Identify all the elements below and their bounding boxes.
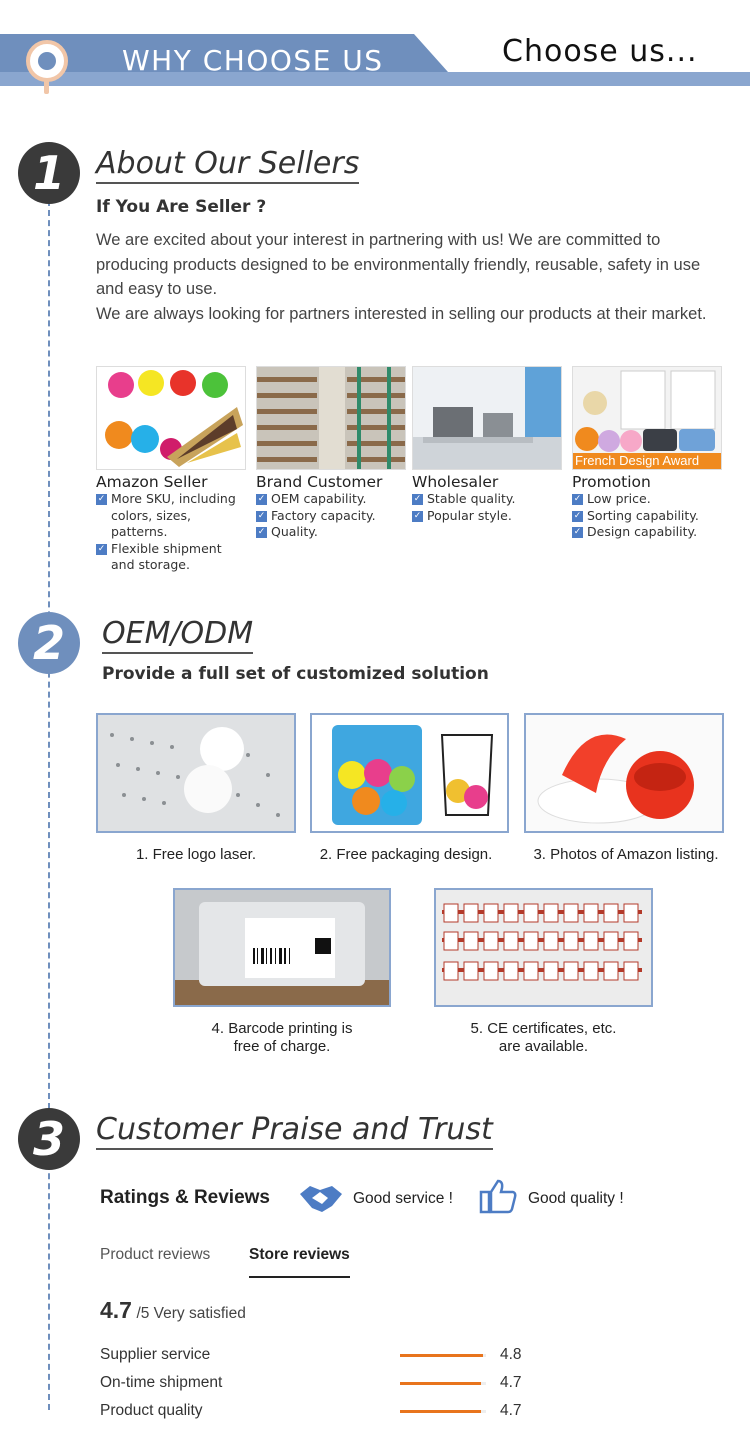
caption-amazon-photos: 3. Photos of Amazon listing.	[533, 846, 719, 863]
section3-title: Customer Praise and Trust	[96, 1112, 493, 1150]
checkbox-icon: ✓	[97, 543, 106, 554]
overall-score	[100, 1297, 246, 1324]
checkbox-icon: ✓	[573, 527, 582, 537]
score-suffix: /5 Very satisfied	[136, 1305, 246, 1322]
checkbox-icon: ✓	[573, 494, 582, 504]
check-item: ✓ Stable quality.	[413, 491, 516, 506]
metric-bar-fill	[400, 1354, 483, 1357]
header-slant	[414, 34, 448, 72]
checkbox-icon: ✓	[257, 527, 266, 537]
checkbox-icon: ✓	[257, 510, 266, 521]
metric-row	[100, 1402, 540, 1422]
header-title: WHY CHOOSE US	[122, 44, 384, 77]
metric-row	[100, 1346, 540, 1366]
seller-card-brand	[256, 366, 406, 541]
metric-label: Supplier service	[100, 1346, 211, 1363]
metric-value: 4.7	[500, 1402, 522, 1419]
checkbox-icon: ✓	[573, 510, 582, 521]
packaging-photo	[310, 713, 509, 833]
seller-card-amazon	[96, 366, 246, 574]
warehouse-image	[256, 366, 406, 470]
section2-subtitle: Provide a full set of customized solution	[102, 664, 489, 684]
timeline-line	[48, 200, 50, 1410]
card-name: Brand Customer	[256, 473, 383, 491]
section1-paragraph-2: We are always looking for partners interested in selling our products at their market.	[96, 305, 707, 323]
metric-bar-fill	[400, 1410, 481, 1413]
ratings-title: Ratings & Reviews	[100, 1187, 270, 1208]
lightbulb-icon	[26, 40, 68, 82]
tag-good-service: Good service !	[353, 1190, 453, 1207]
check-item: ✓ Popular style.	[413, 507, 512, 523]
section-number-2: 2	[18, 612, 80, 674]
section-number-3: 3	[18, 1108, 80, 1170]
checkbox-icon: ✓	[257, 494, 266, 504]
tab-product-reviews[interactable]: Product reviews	[100, 1246, 211, 1263]
check-item: ✓ OEM capability.	[257, 491, 367, 506]
checkbox-icon: ✓	[413, 494, 422, 504]
score-value: 4.7	[100, 1297, 132, 1323]
caption-ce-line1: 5. CE certificates, etc.	[470, 1020, 617, 1037]
award-banner-text: French Design Award	[575, 453, 700, 468]
tag-good-quality: Good quality !	[528, 1190, 624, 1207]
section1-title: About Our Sellers	[96, 146, 359, 184]
factory-image	[412, 366, 562, 470]
check-item: ✓ Flexible shipment and storage.	[97, 540, 222, 572]
header-band	[0, 34, 750, 86]
check-item: ✓ Factory capacity.	[257, 507, 376, 523]
check-item: ✓ Low price.	[573, 491, 651, 506]
amazon-seller-image	[96, 366, 246, 470]
lightbulb-stem	[44, 78, 49, 94]
award-image	[572, 366, 722, 470]
metric-value: 4.8	[500, 1346, 522, 1363]
caption-barcode-line1: 4. Barcode printing is	[211, 1020, 353, 1037]
logo-laser-photo	[96, 713, 296, 833]
metric-bar	[400, 1382, 486, 1385]
amazon-listing-photo	[524, 713, 724, 833]
checkbox-icon: ✓	[413, 510, 422, 521]
check-item: ✓ More SKU, including colors, sizes, patterns.	[97, 491, 236, 539]
card-name: Amazon Seller	[96, 473, 208, 491]
checkbox-icon: ✓	[97, 494, 106, 504]
caption-ce-line2: are available.	[498, 1038, 589, 1055]
thumbs-up-icon	[478, 1178, 518, 1214]
handshake-icon	[298, 1180, 344, 1216]
metric-label: Product quality	[100, 1402, 203, 1419]
section1-subtitle: If You Are Seller ?	[96, 197, 267, 217]
section-number-1: 1	[18, 142, 80, 204]
metric-label: On-time shipment	[100, 1374, 223, 1391]
metric-bar-fill	[400, 1382, 481, 1385]
ce-certificates-photo	[434, 888, 653, 1007]
header-right-text: Choose us...	[502, 34, 698, 69]
card-name: Wholesaler	[412, 473, 499, 491]
tab-store-reviews[interactable]: Store reviews	[249, 1246, 350, 1278]
metric-value: 4.7	[500, 1374, 522, 1391]
metric-bar	[400, 1410, 486, 1413]
section1-paragraph-1: We are excited about your interest in partnering with us! We are committed to producing products designed to be environmentally friendly, reusable, safety in use and easy to use.	[96, 231, 701, 298]
check-item: ✓ Quality.	[257, 524, 318, 539]
metric-row	[100, 1374, 540, 1394]
caption-packaging: 2. Free packaging design.	[319, 846, 493, 863]
caption-logo-laser: 1. Free logo laser.	[135, 846, 257, 863]
metric-bar	[400, 1354, 486, 1357]
section2-title: OEM/ODM	[102, 616, 253, 654]
card-name: Promotion	[572, 473, 651, 491]
seller-card-wholesaler	[412, 366, 562, 524]
seller-card-promotion	[572, 366, 722, 541]
caption-barcode-line2: free of charge.	[233, 1038, 331, 1055]
check-item: ✓ Sorting capability.	[573, 507, 699, 523]
barcode-printer-photo	[173, 888, 391, 1007]
check-item: ✓ Design capability.	[573, 524, 698, 539]
